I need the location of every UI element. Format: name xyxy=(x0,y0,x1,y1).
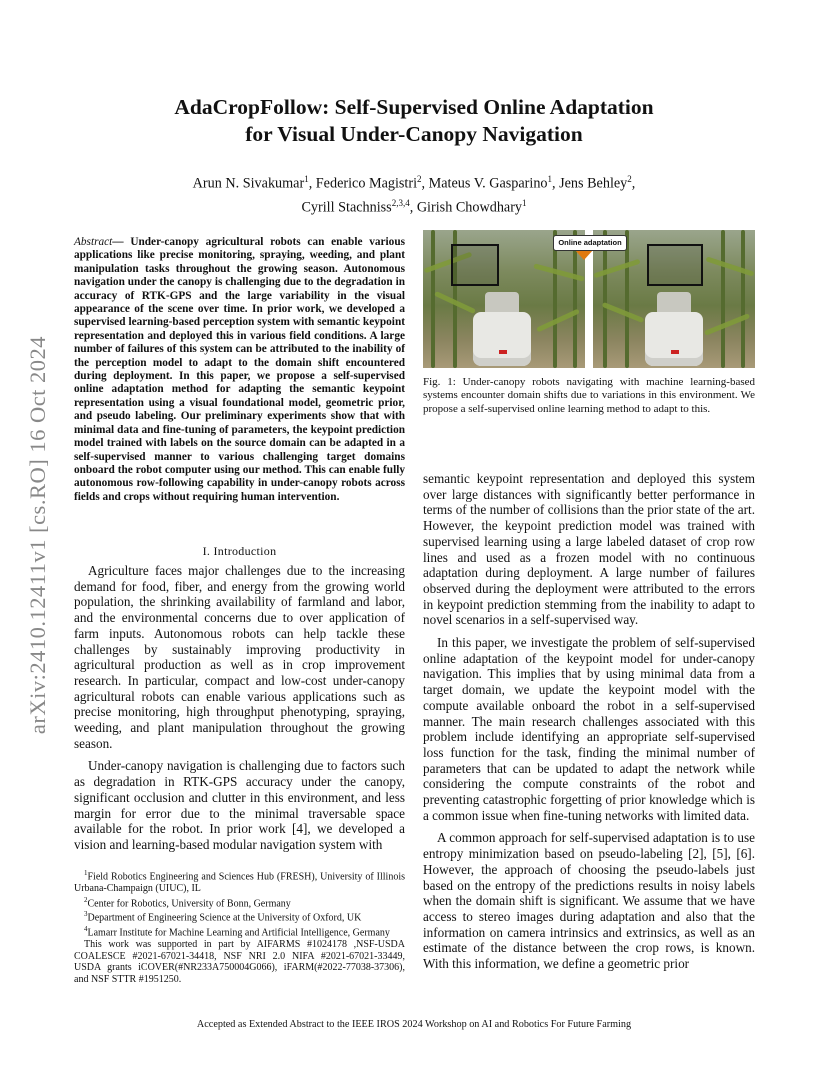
paragraph: semantic keypoint representation and deployed this system over large distances with significantly better performance in terms of the number of collisions than the prior state of the art. However, the keypoint prediction model was trained with supervised learning using a large labeled dataset of crop row lines and used as a frozen model with no continuous adaptation during deployment. A large number of failures observed during the deployment were attributed to the errors in keypoint prediction stemming from the inability to adapt to novel scenarios in a self-supervised way. xyxy=(423,471,755,628)
paragraph: A common approach for self-supervised adaptation is to use entropy minimization based on pseudo-labeling [2], [5], [6]. However, the approach of choosing the pseudo-labels just based on the entropy of the predictions results in noisy labels when the domain shift is significant. We assume that we have access to stereo images during adaptation and also that the information on camera intrinsics and extrinsics, as well as an estimate of the distance between the crop rows, is known. With this information, we define a geometric prior xyxy=(423,830,755,972)
footnote-mark: 1 xyxy=(84,869,88,877)
footnote-text: Lamarr Institute for Machine Learning and Artificial Intelligence, Germany xyxy=(87,927,390,939)
author-separator: , xyxy=(308,175,316,192)
paper-title xyxy=(60,94,768,148)
paragraph: Under-canopy navigation is challenging due to factors such as degradation in RTK-GPS accuracy under the canopy, significant occlusion and clutter in this environment, and less margin for error due to the minimal traversable space available for the robot. In prior work [4], we developed a vision and learning-based modular navigation system with xyxy=(74,758,405,852)
title-line-2: for Visual Under-Canopy Navigation xyxy=(245,122,583,146)
arxiv-sidebar xyxy=(18,300,58,770)
right-column-body xyxy=(423,471,755,979)
footnote-mark: 3 xyxy=(84,910,88,919)
online-adaptation-badge: Online adaptation xyxy=(553,235,627,251)
author-affiliation: 2,3,4 xyxy=(391,197,410,208)
abstract xyxy=(74,236,405,504)
authors-line-1 xyxy=(60,170,768,194)
footnote xyxy=(74,924,405,939)
footnotes xyxy=(74,868,405,986)
author-name: Girish Chowdhary xyxy=(416,199,523,216)
paragraph: In this paper, we investigate the problem of self-supervised online adaptation of the keypoint model for under-canopy navigation. This implies that by using minimal data from a target domain, we update the keypoint model with the compute available onboard the robot in a self-supervised manner. The main research challenges associated with this problem include identifying an appropriate self-supervised loss function for the task, finding the minimal number of parameters that can be updated to adapt the network while considering the compute constraints of the robot and preventing catastrophic forgetting of prior knowledge which is a common issue when fine-tuning networks with limited data. xyxy=(423,635,755,823)
section-heading: I. Introduction xyxy=(202,544,277,558)
author-separator: , xyxy=(631,175,636,192)
keypoint-overlay xyxy=(451,244,499,286)
footnote xyxy=(74,909,405,924)
keypoint-overlay xyxy=(647,244,703,286)
page-footer: Accepted as Extended Abstract to the IEEE IROS 2024 Workshop on AI and Robotics For Future Farming xyxy=(196,1019,632,1030)
author-affiliation: 1 xyxy=(547,174,553,184)
funding-note xyxy=(74,939,405,985)
paragraph: Agriculture faces major challenges due to the increasing demand for food, fiber, and energy from the growing world population, the shrinking availability of farmland and labor, and the environmental concerns due to over application of farm inputs. Autonomous robots can help tackle these challenges by sustainably improving productivity in agricultural production as well as in crop improvement research. In particular, compact and low-cost under-canopy agricultural robots can enable various applications such as precise monitoring, high throughput phenotyping, spraying, weeding, and plant manipulation throughout the growing season. xyxy=(74,563,405,751)
abstract-lead: Abstract xyxy=(74,236,113,248)
footnote-text: Field Robotics Engineering and Sciences Hub (FRESH), University of Illinois Urbana-Champaign (UIUC), IL xyxy=(74,871,405,894)
author-affiliation: 2 xyxy=(627,174,632,184)
footnote xyxy=(74,868,405,895)
authors-line-2 xyxy=(60,194,768,218)
author-affiliation: 1 xyxy=(304,174,309,184)
abstract-text: — Under-canopy agricultural robots can enable various applications like precise monitoring, spraying, weeding, and plant manipulation tasks throughout the growing season. Autonomous navigation under the canopy is challenging due to the degradation in accuracy of RTK-GPS and the large variability in the visual appearance of the scene over time. In prior work, we developed a supervised learning-based perception system with semantic keypoint representation and deployed this in various field conditions. A large number of failures of this system can be attributed to the inability of the perception model to adapt to the domain shift encountered during deployment. In this paper, we propose a self-supervised online adaptation method for adapting the semantic keypoint representation using a visual foundational model, geometric prior, and pseudo labeling. Our preliminary experiments show that with minimal data and fine-tuning of parameters, the keypoint prediction model trained with labels on the source domain can be adapted in a self-supervised manner to various challenging target domains onboard the robot computer using our method. This can enable fully autonomous row-following capability in under-canopy robots across fields and crops without requiring human intervention. xyxy=(74,236,405,503)
author-affiliation: 2 xyxy=(417,174,422,184)
footnote-text: Center for Robotics, University of Bonn, Germany xyxy=(87,897,291,909)
author-name: Arun N. Sivakumar xyxy=(192,175,305,192)
figure-1 xyxy=(423,230,755,368)
footnote-text: This work was supported in part by AIFARMS #1024178 ,NSF-USDA COALESCE #2021-67021-34418, NSF NRI 2.0 NIFA #2021-67021-33449, USDA grants iCOVER(#NR233A750004G066), iFARM(#2022-77038-37306), and NSF STTR #1951250. xyxy=(74,939,405,986)
footnote-text: Department of Engineering Science at the University of Oxford, UK xyxy=(87,912,362,924)
author-separator: , xyxy=(552,175,560,192)
title-line-1: AdaCropFollow: Self-Supervised Online Adaptation xyxy=(174,95,654,119)
arxiv-identifier: arXiv:2410.12411v1 [cs.RO] 16 Oct 2024 xyxy=(25,335,50,735)
figure-caption: Fig. 1: Under-canopy robots navigating with machine learning-based systems encounter domain shifts due to variations in this environment. We propose a self-supervised online learning method to adapt to this. xyxy=(423,376,755,415)
author-separator: , xyxy=(409,199,417,216)
footnote-mark: 4 xyxy=(84,925,88,934)
author-list xyxy=(60,170,768,217)
adaptation-arrow-icon xyxy=(575,250,593,260)
footnote-mark: 2 xyxy=(84,895,88,904)
author-name: Cyrill Stachniss xyxy=(301,199,392,216)
left-column-body xyxy=(74,563,405,860)
author-separator: , xyxy=(421,175,429,192)
author-affiliation: 1 xyxy=(522,197,527,208)
author-name: Mateus V. Gasparino xyxy=(428,175,548,192)
author-name: Federico Magistri xyxy=(315,175,418,192)
author-name: Jens Behley xyxy=(559,175,628,192)
footnote xyxy=(74,895,405,910)
